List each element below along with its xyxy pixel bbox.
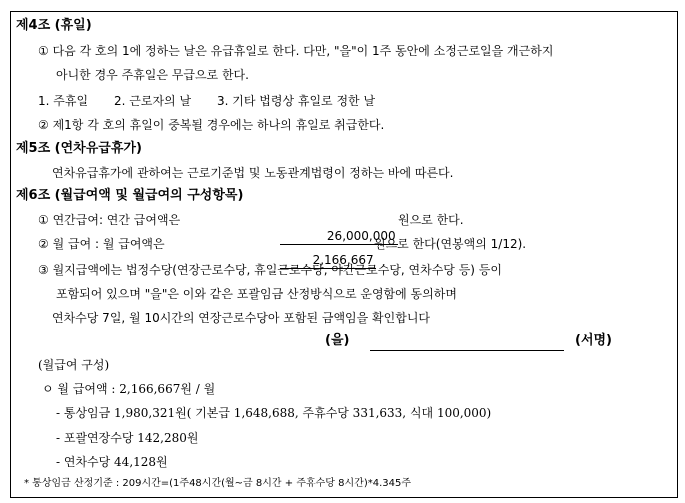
holiday-item-1: 1. 주휴일 <box>38 94 89 108</box>
article-4-title: 제4조 (휴일) <box>16 18 92 33</box>
annual-salary-suffix: 원으로 한다. <box>398 213 464 227</box>
article-6-paragraph-3-cont: 포함되어 있으며 "을"은 이와 같은 포괄임금 산정방식으로 운영함에 동의하며 <box>56 287 457 301</box>
article-5-paragraph: 연차유급휴가에 관하여는 근로기준법 및 노동관계법령이 정하는 바에 따른다. <box>52 166 454 180</box>
party-label: (을) <box>325 333 350 348</box>
holiday-item-3: 3. 기타 법령상 휴일로 정한 날 <box>217 94 376 108</box>
annual-leave-allowance: - 연차수당 44,128원 <box>56 455 168 469</box>
overtime-allowance: - 포괄연장수당 142,280원 <box>56 431 199 445</box>
signature-line <box>370 350 564 351</box>
salary-composition-heading: (월급여 구성) <box>38 358 110 372</box>
article-6-title: 제6조 (월급여액 및 월급여의 구성항목) <box>16 188 244 203</box>
article-5-title: 제5조 (연차유급휴가) <box>16 141 142 156</box>
annual-salary-value: 26,000,000 <box>280 228 398 245</box>
article-4-paragraph-1: ① 다음 각 호의 1에 정하는 날은 유급휴일로 한다. 다만, "을"이 1주 동안에 소정근로일을 개근하지 <box>38 44 554 58</box>
monthly-salary-value: 2,166,667 <box>280 252 376 269</box>
article-4-paragraph-2: ② 제1항 각 호의 휴일이 중복될 경우에는 하나의 휴일로 취급한다. <box>38 118 385 132</box>
signature-label: (서명) <box>575 333 612 348</box>
article-6-paragraph-3-cont-2: 연차수당 7일, 월 10시간의 연장근로수당아 포함된 금액임을 확인합니다 <box>52 311 430 325</box>
wage-basis-footnote: * 통상임금 산정기준 : 209시간=(1주48시간(월~금 8시간 + 주휴수당 8시간)*4.345주 <box>24 478 412 489</box>
annual-salary-label: ① 연간급여: 연간 급여액은 <box>38 213 181 227</box>
monthly-total: ㅇ 월 급여액 : 2,166,667원 / 월 <box>42 382 216 396</box>
holiday-item-2: 2. 근로자의 날 <box>114 94 192 108</box>
monthly-salary-label: ② 월 급여 : 월 급여액은 <box>38 237 165 251</box>
monthly-salary-suffix: 원으로 한다(연봉액의 1/12). <box>374 237 527 251</box>
article-4-paragraph-1-cont: 아니한 경우 주휴일은 무급으로 한다. <box>56 68 249 82</box>
ordinary-wage: - 통상임금 1,980,321원( 기본급 1,648,688, 주휴수당 331,633, 식대 100,000) <box>56 406 492 420</box>
article-6-paragraph-3: ③ 월지급액에는 법정수당(연장근로수당, 휴일근로수당, 야간근로수당, 연차수당 등) 등이 <box>38 263 502 277</box>
